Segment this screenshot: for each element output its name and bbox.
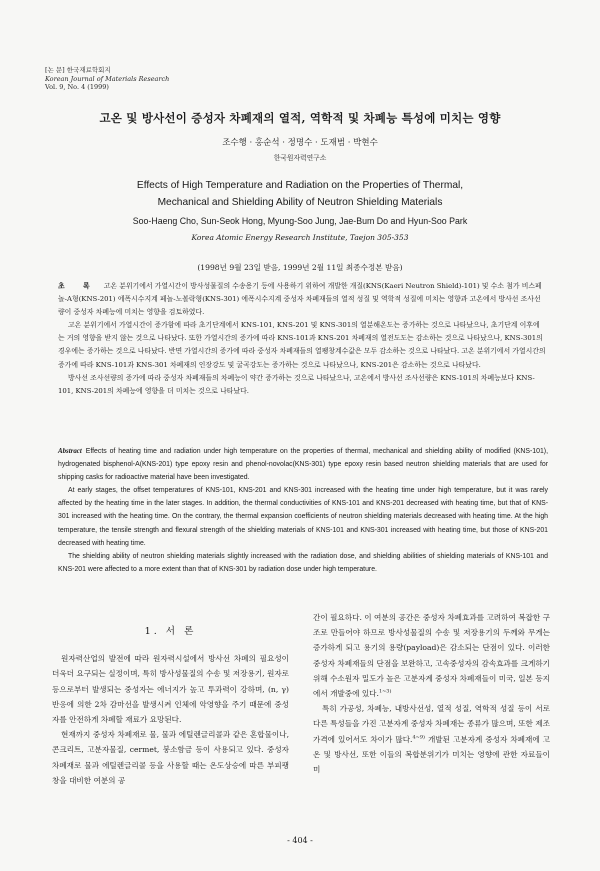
intro-paragraph-3-text: 특히 가공성, 차폐능, 내방사선성, 열적 성질, 역학적 성질 등이 서로 다른 특성들을 가진 고분자계 중성자 차폐재는 종류가 많으며, 또한 제조 가격에 있어서도 차이가 많다. [313,704,550,744]
paper-title-en [0,177,600,211]
abstract-en-p3: The shielding ability of neutron shielding materials slightly increased with the radiation dose, and shielding abilities of shielding materials of KNS-101 and KNS-201 were affected to a more extent than that of KNS-301 by radiation dose under high temperature. [58,552,548,573]
abstract-ko-p1: 고온 분위기에서 가열시간이 방사성물질의 수송용기 등에 사용하기 위하여 개발한 개질(KNS(Kaeri Neutron Shield)-101) 및 수소 첨가 비스페놀-A형(KNS-201) 에폭시수지계 페놀-노볼락형(KNS-301) 에폭시수지계 중성자 차폐재들의 열적 성질 및 역학적 성질에 미치는 영향과 고온에서 방사선 조사선량이 중성자 차폐능에 미치는 영향을 검토하였다. [58,282,542,317]
abstract-en [58,445,548,576]
abstract-ko-p2: 고온 분위기에서 가열시간이 증가함에 따라 초기단계에서 KNS-101, KNS-201 및 KNS-301의 열분해온도는 증가하는 것으로 나타났으나, 초기단계 이후에는 거의 영향을 받지 않는 것으로 나타났다. 또한 가열시간의 증가에 따라 KNS-101과 KNS-201 차폐재의 열전도도는 감소하는 것으로 나타났으나, KNS-301의 경우에는 증가하는 것으로 나타났다. 반면 가열시간의 증가에 따라 중성자 차폐재들의 열팽창계수값은 모두 감소하는 것으로 나타났다. 고온 분위기에서 가열시간의 증가에 따라 KNS-101과 KNS-301 차폐재의 인장강도 및 굴곡강도는 증가하는 것으로 나타났으나, KNS-201은 감소하는 것으로 나타났다. [58,321,546,369]
journal-header [45,66,169,92]
section-heading-introduction: 1. 서 론 [144,626,197,637]
intro-paragraph-1: 원자력산업의 발전에 따라 원자력시설에서 방사선 차폐의 필요성이 더욱더 요구되는 실정이며, 특히 방사성물질의 수송 및 저장용기, 원자로 등으로부터 발생되는 중성자는 에너지가 높고 투과력이 강하며, (n, γ)반응에 의한 2차 감마선을 발생시켜 인체에 악영향을 주기 때문에 중성자를 안전하게 차폐할 재료가 요망된다. [52,654,289,725]
intro-paragraph-2-cont-text: 간이 필요하다. 이 여분의 공간은 중성자 차폐효과를 고려하여 복잡한 구조로 만들어야 하므로 방사성물질의 수송 및 저장용기의 두께와 무게는 증가하게 되고 용기의 용량(payload)은 감소되는 단점이 있다. 이러한 중성자 차폐재들의 단점을 보완하고, 고속중성자의 감속효과를 크게하기 위해 수소원자 밀도가 높은 고분자계 중성자 차폐재들이 미국, 일본 등지에서 개발중에 있다. [313,613,550,699]
affiliation-ko: 한국원자력연구소 [273,154,327,162]
abstract-en-label: Abstract [58,448,82,455]
abstract-ko [58,280,546,398]
abstract-ko-p3: 방사선 조사선량의 증가에 따라 중성자 차폐재들의 차폐능이 약간 증가하는 것으로 나타났으나, 고온에서 방사선 조사선량은 KNS-101의 차폐능보다 KNS-101, KNS-201의 차폐능에 영향을 더 미치는 것으로 나타났다. [58,373,535,395]
journal-volume: Vol. 9, No. 4 (1999) [45,83,109,92]
abstract-en-p1: Effects of heating time and radiation under high temperature on the properties of thermal, mechanical and shielding ability of modified (KNS-101), hydrogenated bisphenol-A(KNS-201) type epoxy resin and phenol-novolac(KNS-301) type epoxy resin based neutron shielding materials that are used for shipping casks for radioactive material have been investigated. [58,448,548,482]
citation-1-3: 1~3) [378,688,392,695]
abstract-ko-label: 초 록 [58,282,98,290]
paper-title-en-line1: Effects of High Temperature and Radiation on the Properties of Thermal, [136,180,464,191]
intro-paragraph-2-cont [313,610,550,701]
paper-title-en-line2: Mechanical and Shielding Ability of Neutron Shielding Materials [157,197,443,208]
authors-en: Soo-Haeng Cho, Sun-Seok Hong, Myung-Soo Jung, Jae-Bum Do and Hyun-Soo Park [132,216,468,226]
journal-name-en: Korean Journal of Materials Research [45,74,170,83]
paper-title-ko: 고온 및 방사선이 증성자 차폐재의 열적, 역학적 및 차폐능 특성에 미치는 영향 [99,111,501,125]
abstract-en-p2: At early stages, the offset temperatures of KNS-101, KNS-201 and KNS-301 increased with the heating time under high temperature, but it was rarely affected by the heating time in the later stages. In addition, the thermal conductivities of KNS-101 and KNS-201 decreased with heating time, but that of KNS-301 increased with the heating time. On the contrary, the thermal expansion coefficients of neutron shielding materials decreased with heating time. At the high temperature, the tensile strength and flexural strength of the shielding materials of KNS-101 and KNS-301 increased with heating time, but those of KNS-201 decreased with heating time. [58,487,548,547]
intro-paragraph-3-text-b: 개발된 고분자계 중성자 차폐재에 고온 및 방사선, 또한 이들의 복합분위기가 미치는 영향에 관한 자료들이 미 [313,734,550,775]
authors-ko: 조수행 · 홍순석 · 정명수 · 도재범 · 박현수 [222,138,378,148]
affiliation-en: Korea Atomic Energy Research Institute, Taejon 305-353 [191,233,409,242]
body-right-column [313,610,550,777]
journal-name-ko: [논 문] 한국재료학회지 [45,66,111,74]
citation-4-9: 4~9) [412,734,425,741]
intro-paragraph-3 [313,701,550,777]
body-left-column [52,616,289,788]
received-dates: (1998년 9월 23일 받음, 1999년 2월 11일 최종수정본 받음) [197,263,403,272]
page-number: - 404 - [287,836,313,845]
intro-paragraph-2: 현재까지 중성자 차폐재로 물, 물과 에틸렌글리콜과 같은 혼합물이나, 콘크리트, 고분자물질, cermet, 붕소함금 등이 사용되고 있다. 중성자 차폐재로 물과 에틸렌글리콜 등을 사용할 때는 온도상승에 따른 부피팽창을 대비한 여분의 공 [52,730,289,785]
